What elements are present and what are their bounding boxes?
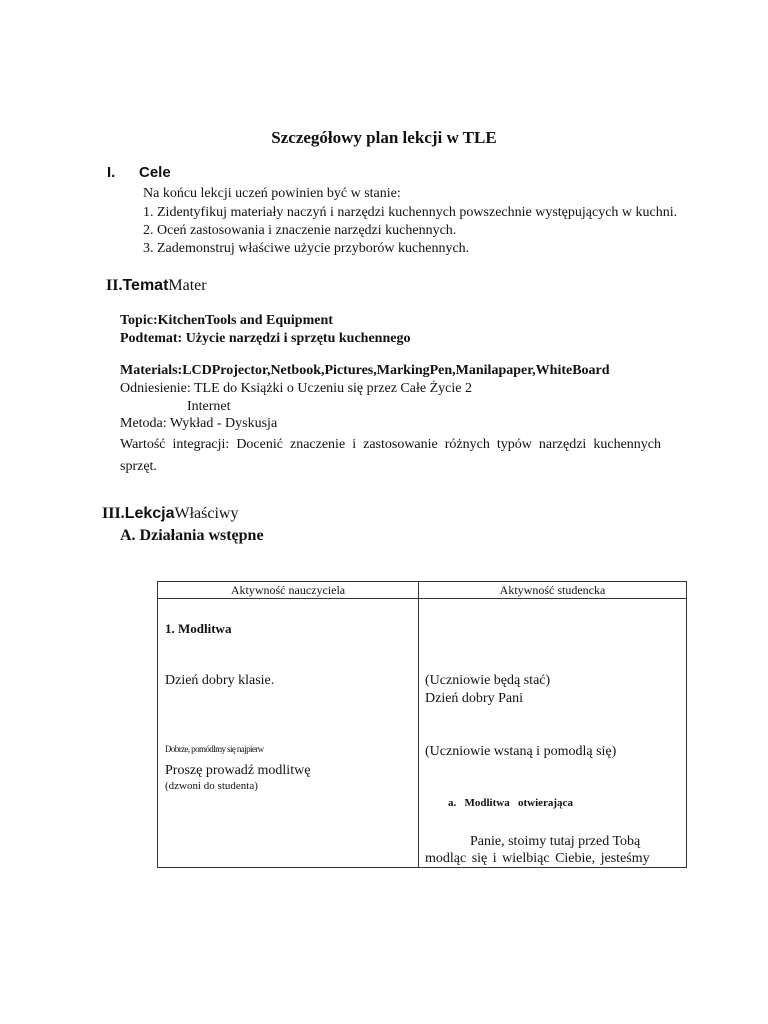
objective-item: 1. Zidentyfikuj materiały naczyń i narzędzi kuchennych powszechnie występujących w kuchni.	[143, 205, 678, 220]
objective-item: 3. Zademonstruj właściwe użycie przyborów kuchennych.	[143, 241, 470, 256]
reference-extra: Internet	[187, 399, 231, 414]
student-activity-cell	[419, 599, 687, 868]
activities-table	[157, 581, 687, 868]
section-2-number: II.	[106, 277, 123, 294]
student-reply: Dzień dobry Pani	[425, 691, 523, 706]
document-title: Szczegółowy plan lekcji w TLE	[271, 128, 497, 147]
topic-line: Topic:KitchenTools and Equipment	[120, 313, 333, 328]
teacher-request: Proszę prowadź modlitwę	[165, 763, 311, 778]
reference-line: Odniesienie: TLE do Książki o Uczeniu się przez Całe Życie 2	[120, 381, 472, 396]
prayer-line: modląc się i wielbiąc Ciebie, jesteśmy	[425, 851, 650, 866]
student-pray: (Uczniowie wstaną i pomodlą się)	[425, 744, 617, 759]
subtopic-line: Podtemat: Użycie narzędzi i sprzętu kuchennego	[120, 331, 411, 346]
section-3-number: III.	[102, 505, 125, 522]
section-2-name-rest: Mater	[168, 277, 207, 294]
objective-item: 2. Oceń zastosowania i znaczenie narzędzi kuchennych.	[143, 223, 457, 238]
objectives-intro: Na końcu lekcji uczeń powinien być w stanie:	[143, 186, 401, 201]
prayer-line: Panie, stoimy tutaj przed Tobą	[470, 834, 641, 849]
table-row	[158, 599, 687, 868]
section-2-name-bold: Temat	[122, 277, 169, 294]
section-3-name-rest: Właściwy	[174, 505, 239, 522]
method-line: Metoda: Wykład - Dyskusja	[120, 416, 278, 431]
teacher-greeting: Dzień dobry klasie.	[165, 673, 275, 688]
header-teacher-activity: Aktywność nauczyciela	[158, 582, 419, 599]
prayer-heading: 1. Modlitwa	[165, 621, 232, 636]
header-student-activity: Aktywność studencka	[419, 582, 687, 599]
section-1-name: Cele	[139, 164, 171, 181]
teacher-small-note: Dobrze, pomódlmy się najpierw	[165, 744, 264, 754]
section-3-name-bold: Lekcja	[124, 505, 175, 522]
student-stand: (Uczniowie będą stać)	[425, 673, 551, 688]
integration-value-paragraph: Wartość integracji: Docenić znaczenie i zastosowanie różnych typów narzędzi kuchennych sprzęt.	[120, 437, 661, 474]
table-header-row	[158, 582, 687, 599]
subsection-a-heading: A. Działania wstępne	[120, 527, 264, 544]
section-3-heading	[102, 505, 238, 523]
materials-line: Materials:LCDProjector,Netbook,Pictures,MarkingPen,Manilapaper,WhiteBoard	[120, 363, 610, 378]
section-1-number: I.	[107, 164, 116, 181]
teacher-activity-cell	[158, 599, 419, 868]
teacher-call-note: (dzwoni do studenta)	[165, 780, 258, 792]
opening-prayer-label: a. Modlitwa otwierająca	[448, 797, 573, 809]
section-2-heading	[106, 277, 207, 295]
